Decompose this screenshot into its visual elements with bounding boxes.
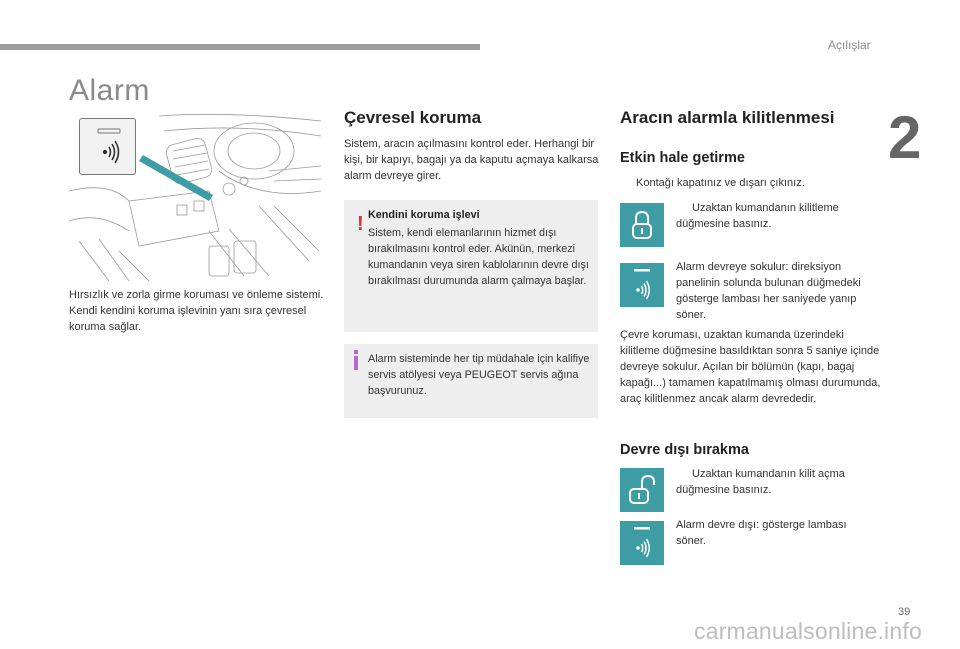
page-title: Alarm bbox=[69, 74, 150, 107]
info-icon bbox=[350, 349, 362, 371]
alarm-button-icon bbox=[80, 119, 137, 176]
alarm-button-inset bbox=[79, 118, 136, 175]
activation-step-lock-text: Uzaktan kumandanın kilitleme düğmesine basınız. bbox=[676, 202, 839, 230]
page-number: 39 bbox=[898, 606, 911, 618]
header-bar bbox=[0, 44, 480, 50]
alarm-indicator-icon bbox=[620, 521, 664, 565]
section-title-alarm-lock: Aracın alarmla kilitlenmesi bbox=[620, 108, 835, 127]
watermark: carmanualsonline.info bbox=[694, 618, 922, 644]
activation-step-indicator: Alarm devreye sokulur: direksiyon panelinin solunda bulunan düğmedeki gösterge lambası her saniyede yanıp söner. bbox=[676, 261, 861, 321]
activation-bullet bbox=[620, 175, 880, 191]
deactivation-step-unlock bbox=[676, 466, 876, 498]
indicator-tile bbox=[620, 263, 664, 307]
warning-title: Kendini koruma işlevi bbox=[368, 209, 480, 221]
lock-open-icon bbox=[620, 468, 664, 512]
alarm-indicator-icon bbox=[620, 263, 664, 307]
lock-open-tile bbox=[620, 468, 664, 512]
warning-text: Sistem, kendi elemanlarının hizmet dışı bırakılmasını kontrol eder. Akünün, merkezi kumandanın veya siren kablolarının devre dışı bırakılması durumunda alarm çalmaya başlar. bbox=[368, 227, 589, 287]
indicator-tile-off bbox=[620, 521, 664, 565]
subsection-title-activation: Etkin hale getirme bbox=[620, 150, 745, 166]
section-title-cevresel: Çevresel koruma bbox=[344, 108, 482, 127]
deactivation-step-indicator: Alarm devre dışı: gösterge lambası söner. bbox=[676, 519, 847, 547]
activation-bullet-text: Kontağı kapatınız ve dışarı çıkınız. bbox=[636, 177, 805, 189]
subsection-title-deactivation: Devre dışı bırakma bbox=[620, 442, 749, 458]
chapter-number: 2 bbox=[888, 104, 922, 171]
chapter-title: Açılışlar bbox=[828, 38, 871, 52]
warning-icon: ! bbox=[357, 213, 364, 235]
cevresel-paragraph: Sistem, aracın açılmasını kontrol eder. Herhangi bir kişi, bir kapıyı, bagajı ya da kaputu açmaya kalkarsa alarm devreye girer. bbox=[344, 138, 599, 182]
deactivation-step-unlock-text: Uzaktan kumandanın kilit açma düğmesine basınız. bbox=[676, 468, 845, 496]
lock-closed-icon bbox=[620, 203, 664, 247]
activation-step-lock bbox=[676, 200, 876, 232]
perimeter-paragraph: Çevre koruması, uzaktan kumanda üzerindeki kilitleme düğmesine basıldıktan sonra 5 saniye içinde devreye sokulur. Açılan bir bölümün (kapı, bagaj kapağı...) tamamen kapatılmamış olması durumunda, araç kilitlenmez ancak alarm devrededir. bbox=[620, 329, 881, 405]
info-text: Alarm sisteminde her tip müdahale için kalifiye servis atölyesi veya PEUGEOT servis ağına başvurunuz. bbox=[368, 353, 590, 397]
lock-closed-tile bbox=[620, 203, 664, 247]
intro-paragraph: Hırsızlık ve zorla girme koruması ve önleme sistemi. Kendi kendini koruma işlevinin yanı sıra çevresel koruma sağlar. bbox=[69, 289, 324, 333]
